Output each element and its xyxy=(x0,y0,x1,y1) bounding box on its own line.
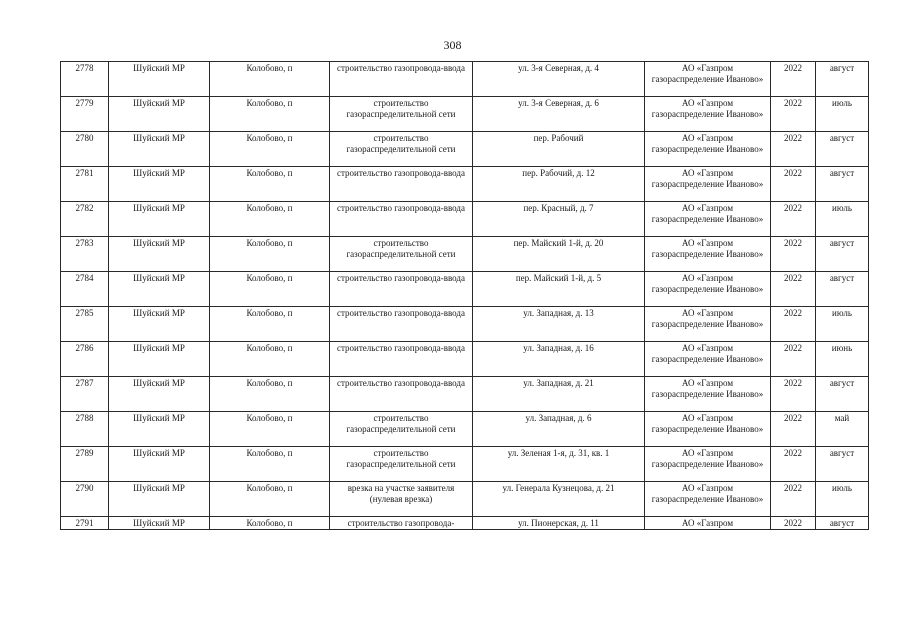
district-cell: Шуйский МР xyxy=(109,482,210,517)
district-cell: Шуйский МР xyxy=(109,132,210,167)
month-cell: август xyxy=(816,377,869,412)
page-number: 308 xyxy=(443,38,462,52)
month-cell: август xyxy=(816,517,869,530)
organization-cell: АО «Газпром газораспределение Иваново» xyxy=(645,482,771,517)
address-cell: пер. Красный, д. 7 xyxy=(473,202,645,237)
year-cell: 2022 xyxy=(771,97,816,132)
address-cell: ул. 3-я Северная, д. 6 xyxy=(473,97,645,132)
table-row xyxy=(61,97,869,132)
organization-cell: АО «Газпром газораспределение Иваново» xyxy=(645,97,771,132)
address-cell: пер. Рабочий xyxy=(473,132,645,167)
table-row xyxy=(61,62,869,97)
year-cell: 2022 xyxy=(771,517,816,530)
work-type-cell: строительство газопровода-ввода xyxy=(330,377,473,412)
work-type-cell: строительство газопровода-ввода xyxy=(330,342,473,377)
district-cell: Шуйский МР xyxy=(109,412,210,447)
table-row xyxy=(61,132,869,167)
table-row xyxy=(61,272,869,307)
organization-cell: АО «Газпром газораспределение Иваново» xyxy=(645,412,771,447)
organization-cell: АО «Газпром газораспределение Иваново» xyxy=(645,132,771,167)
table-row xyxy=(61,237,869,272)
settlement-cell: Колобово, п xyxy=(210,237,330,272)
district-cell: Шуйский МР xyxy=(109,202,210,237)
row-number-cell: 2785 xyxy=(61,307,109,342)
table-row xyxy=(61,447,869,482)
table-row xyxy=(61,517,869,530)
row-number-cell: 2791 xyxy=(61,517,109,530)
month-cell: июль xyxy=(816,202,869,237)
work-type-cell: строительство газопровода- xyxy=(330,517,473,530)
organization-cell: АО «Газпром газораспределение Иваново» xyxy=(645,272,771,307)
district-cell: Шуйский МР xyxy=(109,237,210,272)
district-cell: Шуйский МР xyxy=(109,307,210,342)
month-cell: август xyxy=(816,447,869,482)
district-cell: Шуйский МР xyxy=(109,272,210,307)
district-cell: Шуйский МР xyxy=(109,342,210,377)
row-number-cell: 2783 xyxy=(61,237,109,272)
settlement-cell: Колобово, п xyxy=(210,62,330,97)
year-cell: 2022 xyxy=(771,307,816,342)
work-type-cell: строительство газораспределительной сети xyxy=(330,412,473,447)
address-cell: ул. Западная, д. 16 xyxy=(473,342,645,377)
settlement-cell: Колобово, п xyxy=(210,482,330,517)
organization-cell: АО «Газпром газораспределение Иваново» xyxy=(645,342,771,377)
address-cell: ул. Западная, д. 13 xyxy=(473,307,645,342)
table-row xyxy=(61,167,869,202)
work-type-cell: строительство газопровода-ввода xyxy=(330,307,473,342)
year-cell: 2022 xyxy=(771,202,816,237)
row-number-cell: 2779 xyxy=(61,97,109,132)
work-type-cell: строительство газораспределительной сети xyxy=(330,97,473,132)
table-row xyxy=(61,342,869,377)
month-cell: май xyxy=(816,412,869,447)
address-cell: пер. Рабочий, д. 12 xyxy=(473,167,645,202)
settlement-cell: Колобово, п xyxy=(210,307,330,342)
work-type-cell: строительство газораспределительной сети xyxy=(330,447,473,482)
work-type-cell: строительство газопровода-ввода xyxy=(330,167,473,202)
settlement-cell: Колобово, п xyxy=(210,202,330,237)
row-number-cell: 2789 xyxy=(61,447,109,482)
district-cell: Шуйский МР xyxy=(109,517,210,530)
organization-cell: АО «Газпром газораспределение Иваново» xyxy=(645,167,771,202)
row-number-cell: 2790 xyxy=(61,482,109,517)
district-cell: Шуйский МР xyxy=(109,447,210,482)
work-type-cell: строительство газораспределительной сети xyxy=(330,237,473,272)
address-cell: ул. Западная, д. 21 xyxy=(473,377,645,412)
table-row xyxy=(61,202,869,237)
work-type-cell: строительство газопровода-ввода xyxy=(330,62,473,97)
address-cell: ул. Зеленая 1-я, д. 31, кв. 1 xyxy=(473,447,645,482)
settlement-cell: Колобово, п xyxy=(210,342,330,377)
organization-cell: АО «Газпром газораспределение Иваново» xyxy=(645,377,771,412)
gasification-table xyxy=(60,61,869,530)
month-cell: июль xyxy=(816,307,869,342)
address-cell: ул. Западная, д. 6 xyxy=(473,412,645,447)
row-number-cell: 2782 xyxy=(61,202,109,237)
month-cell: июль xyxy=(816,97,869,132)
settlement-cell: Колобово, п xyxy=(210,517,330,530)
month-cell: июль xyxy=(816,482,869,517)
organization-cell: АО «Газпром газораспределение Иваново» xyxy=(645,62,771,97)
organization-cell: АО «Газпром газораспределение Иваново» xyxy=(645,237,771,272)
work-type-cell: строительство газопровода-ввода xyxy=(330,202,473,237)
district-cell: Шуйский МР xyxy=(109,97,210,132)
district-cell: Шуйский МР xyxy=(109,62,210,97)
year-cell: 2022 xyxy=(771,377,816,412)
row-number-cell: 2784 xyxy=(61,272,109,307)
row-number-cell: 2781 xyxy=(61,167,109,202)
year-cell: 2022 xyxy=(771,62,816,97)
year-cell: 2022 xyxy=(771,132,816,167)
settlement-cell: Колобово, п xyxy=(210,272,330,307)
settlement-cell: Колобово, п xyxy=(210,412,330,447)
work-type-cell: строительство газопровода-ввода xyxy=(330,272,473,307)
year-cell: 2022 xyxy=(771,447,816,482)
organization-cell: АО «Газпром газораспределение Иваново» xyxy=(645,307,771,342)
year-cell: 2022 xyxy=(771,237,816,272)
row-number-cell: 2780 xyxy=(61,132,109,167)
row-number-cell: 2786 xyxy=(61,342,109,377)
address-cell: пер. Майский 1-й, д. 20 xyxy=(473,237,645,272)
address-cell: ул. Генерала Кузнецова, д. 21 xyxy=(473,482,645,517)
month-cell: август xyxy=(816,62,869,97)
year-cell: 2022 xyxy=(771,412,816,447)
settlement-cell: Колобово, п xyxy=(210,132,330,167)
table-row xyxy=(61,412,869,447)
address-cell: ул. 3-я Северная, д. 4 xyxy=(473,62,645,97)
work-type-cell: строительство газораспределительной сети xyxy=(330,132,473,167)
row-number-cell: 2788 xyxy=(61,412,109,447)
district-cell: Шуйский МР xyxy=(109,167,210,202)
address-cell: пер. Майский 1-й, д. 5 xyxy=(473,272,645,307)
month-cell: август xyxy=(816,167,869,202)
year-cell: 2022 xyxy=(771,482,816,517)
settlement-cell: Колобово, п xyxy=(210,377,330,412)
year-cell: 2022 xyxy=(771,342,816,377)
address-cell: ул. Пионерская, д. 11 xyxy=(473,517,645,530)
organization-cell: АО «Газпром xyxy=(645,517,771,530)
month-cell: август xyxy=(816,237,869,272)
organization-cell: АО «Газпром газораспределение Иваново» xyxy=(645,447,771,482)
settlement-cell: Колобово, п xyxy=(210,447,330,482)
district-cell: Шуйский МР xyxy=(109,377,210,412)
month-cell: август xyxy=(816,132,869,167)
organization-cell: АО «Газпром газораспределение Иваново» xyxy=(645,202,771,237)
table-row xyxy=(61,482,869,517)
year-cell: 2022 xyxy=(771,272,816,307)
year-cell: 2022 xyxy=(771,167,816,202)
work-type-cell: врезка на участке заявителя (нулевая врезка) xyxy=(330,482,473,517)
row-number-cell: 2778 xyxy=(61,62,109,97)
table-row xyxy=(61,307,869,342)
settlement-cell: Колобово, п xyxy=(210,97,330,132)
settlement-cell: Колобово, п xyxy=(210,167,330,202)
month-cell: июнь xyxy=(816,342,869,377)
row-number-cell: 2787 xyxy=(61,377,109,412)
table-row xyxy=(61,377,869,412)
month-cell: август xyxy=(816,272,869,307)
